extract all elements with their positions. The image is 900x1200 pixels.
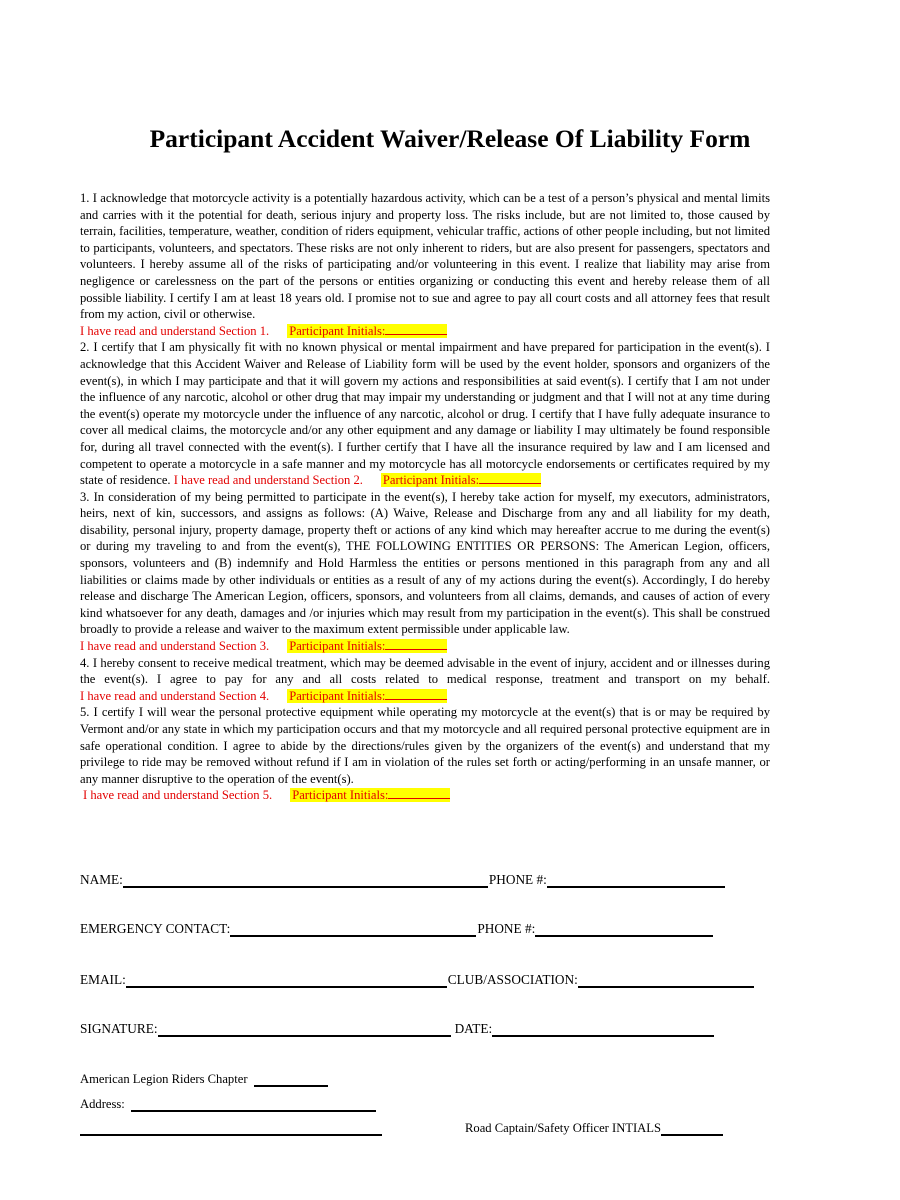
section-3-acknowledgement — [80, 639, 447, 653]
name-input-line[interactable] — [123, 874, 488, 888]
chapter-input-line[interactable] — [254, 1073, 328, 1087]
signature-label: SIGNATURE: — [80, 1021, 158, 1036]
phone-label: PHONE #: — [488, 872, 547, 887]
section-5-ack-text: I have read and understand Section 5. — [83, 788, 273, 803]
emergency-contact-row — [80, 921, 714, 937]
emergency-contact-label: EMERGENCY CONTACT: — [80, 921, 231, 936]
section-3-text: 3. In consideration of my being permitted to participate in the event(s), I hereby take action for myself, my executors, administrators, heirs, next of kin, successors, and assigns as follows: (A) Waive, Release and Discharge from any and all liability for my death, disability, personal injury, property damage, property theft or actions of any kind which may hereafter accrue to me during the event(s) or during my traveling to and from the event(s), THE FOLLOWING ENTITIES OR PERSONS: The American Legion, officers, sponsors, volunteers and (B) indemnify and Hold Harmless the entities or persons mentioned in this paragraph from any and all liabilities or claims made by other individuals or entities as a result of any of my actions during the event(s). Accordingly, I do hereby release and discharge The American Legion, officers, sponsors, and volunteers from all claims, demands, and causes of action of every kind whatsoever for any death, damages and /or injuries which may result from my participation in the event(s). This shall be construed broadly to provide a release and waiver to the maximum extent permissible under applicable law. — [80, 489, 770, 637]
section-3-initials-blank[interactable] — [385, 638, 447, 650]
section-2 — [80, 339, 770, 488]
emergency-phone-input-line[interactable] — [535, 923, 713, 937]
email-input-line[interactable] — [126, 974, 447, 988]
road-captain-input-line[interactable] — [661, 1122, 723, 1136]
email-club-row — [80, 972, 755, 988]
address-input-line-1[interactable] — [131, 1098, 376, 1112]
section-4 — [80, 655, 770, 705]
section-5-initials-label: Participant Initials: — [292, 788, 389, 803]
section-5-initials-blank[interactable] — [388, 787, 450, 799]
section-3-initials-label: Participant Initials: — [289, 639, 386, 654]
address-label: Address: — [80, 1097, 125, 1111]
section-4-initials-blank[interactable] — [385, 688, 447, 700]
address-row-2 — [80, 1122, 383, 1136]
address-input-line-2[interactable] — [80, 1122, 382, 1136]
section-1-initials-field[interactable] — [287, 324, 447, 338]
section-5 — [80, 704, 770, 804]
section-4-text: 4. I hereby consent to receive medical treatment, which may be deemed advisable in the event of injury, accident and or illnesses during the event(s). I agree to pay for any and all costs related to medical response, treatment and transport on my behalf. — [80, 655, 770, 687]
section-4-ack-text: I have read and understand Section 4. — [80, 688, 270, 703]
form-title: Participant Accident Waiver/Release Of Liability Form — [149, 124, 751, 153]
section-3-initials-field[interactable] — [287, 639, 447, 653]
chapter-label: American Legion Riders Chapter — [80, 1072, 248, 1086]
section-3 — [80, 489, 770, 655]
email-label: EMAIL: — [80, 972, 126, 987]
section-1-initials-blank[interactable] — [385, 323, 447, 335]
phone-input-line[interactable] — [547, 874, 725, 888]
section-3-ack-text: I have read and understand Section 3. — [80, 639, 270, 654]
signature-input-line[interactable] — [158, 1023, 451, 1037]
date-label: DATE: — [454, 1021, 493, 1036]
address-row — [80, 1097, 377, 1112]
section-4-initials-label: Participant Initials: — [289, 688, 386, 703]
section-5-initials-field[interactable] — [290, 788, 450, 802]
section-1-text: 1. I acknowledge that motorcycle activity is a potentially hazardous activity, which can be a test of a person’s physical and mental limits and carries with it the potential for death, serious injury and property loss. The risks include, but are not limited to, those caused by terrain, facilities, temperature, weather, condition of riders equipment, vehicular traffic, actions of other people including, but not limited to participants, volunteers, and spectators. These risks are not only inherent to riders, but are also present for passengers, spectators and volunteers. I hereby assume all of the risks of participating and/or volunteering in this event. I realize that liability may arise from negligence or carelessness on the part of the persons or entities organizing or conducting this event and hereby release them of all possible liability. I certify I am at least 18 years old. I promise not to sue and agree to pay all court costs and all attorney fees that result from my action, civil or otherwise. — [80, 191, 770, 322]
emergency-phone-label: PHONE #: — [477, 921, 536, 936]
section-2-ack-text: I have read and understand Section 2. — [173, 473, 363, 488]
section-4-initials-field[interactable] — [287, 689, 447, 703]
section-2-initials-label: Participant Initials: — [382, 473, 480, 488]
section-1-initials-label: Participant Initials: — [289, 323, 386, 338]
name-phone-row — [80, 872, 726, 888]
section-1-ack-text: I have read and understand Section 1. — [80, 323, 270, 338]
section-1 — [80, 190, 770, 339]
club-association-label: CLUB/ASSOCIATION: — [447, 972, 578, 987]
signature-date-row — [80, 1021, 715, 1037]
road-captain-label: Road Captain/Safety Officer INTIALS — [465, 1121, 661, 1135]
section-2-initials-blank[interactable] — [479, 472, 541, 484]
road-captain-row — [465, 1121, 724, 1136]
chapter-row — [80, 1072, 329, 1087]
date-input-line[interactable] — [492, 1023, 714, 1037]
section-5-acknowledgement — [80, 788, 450, 802]
name-label: NAME: — [80, 872, 123, 887]
section-1-acknowledgement — [80, 324, 447, 338]
section-2-text: 2. I certify that I am physically fit with no known physical or mental impairment and have prepared for participation in the event(s). I acknowledge that this Accident Waiver and Release of Liability form will be used by the event holder, sponsors and organizers of the event(s), in which I may participate and that it will govern my actions and responsibilities at said event(s). I certify that I am not under the influence of any narcotic, alcohol or other drug that may impair my understanding or judgment and that I will not at any time during the event(s) operate my motorcycle under the influence of any narcotic, alcohol or drug. I certify that I have fully adequate insurance to cover all medical claims, the motorcycle and/or any other equipment and any damage or liability I may ultimately be found responsible for, during all travel connected with the event(s). I further certify that I have all the insurance required by law and I am licensed and competent to operate a motorcycle in a safe manner and my motorcycle has all motorcycle endorsements or certificates required by my state of residence. — [80, 340, 770, 488]
section-5-text: 5. I certify I will wear the personal protective equipment while operating my motorcycle at the event(s) that is or may be required by Vermont and/or any state in which my participation occurs and that my motorcycle and all required personal protective equipment are in safe operational condition. I agree to abide by the directions/rules given by the organizers of the event(s) and understand that my privilege to ride may be removed without refund if I am in violation of the rules set forth or acting/performing in an unsafe manner, or any manner disruptive to the operation of the event(s). — [80, 705, 770, 786]
section-4-acknowledgement — [80, 689, 447, 703]
section-2-initials-field[interactable] — [381, 473, 541, 487]
waiver-body — [80, 190, 770, 804]
section-2-acknowledgement — [174, 473, 541, 487]
emergency-contact-input-line[interactable] — [230, 923, 476, 937]
club-association-input-line[interactable] — [578, 974, 754, 988]
